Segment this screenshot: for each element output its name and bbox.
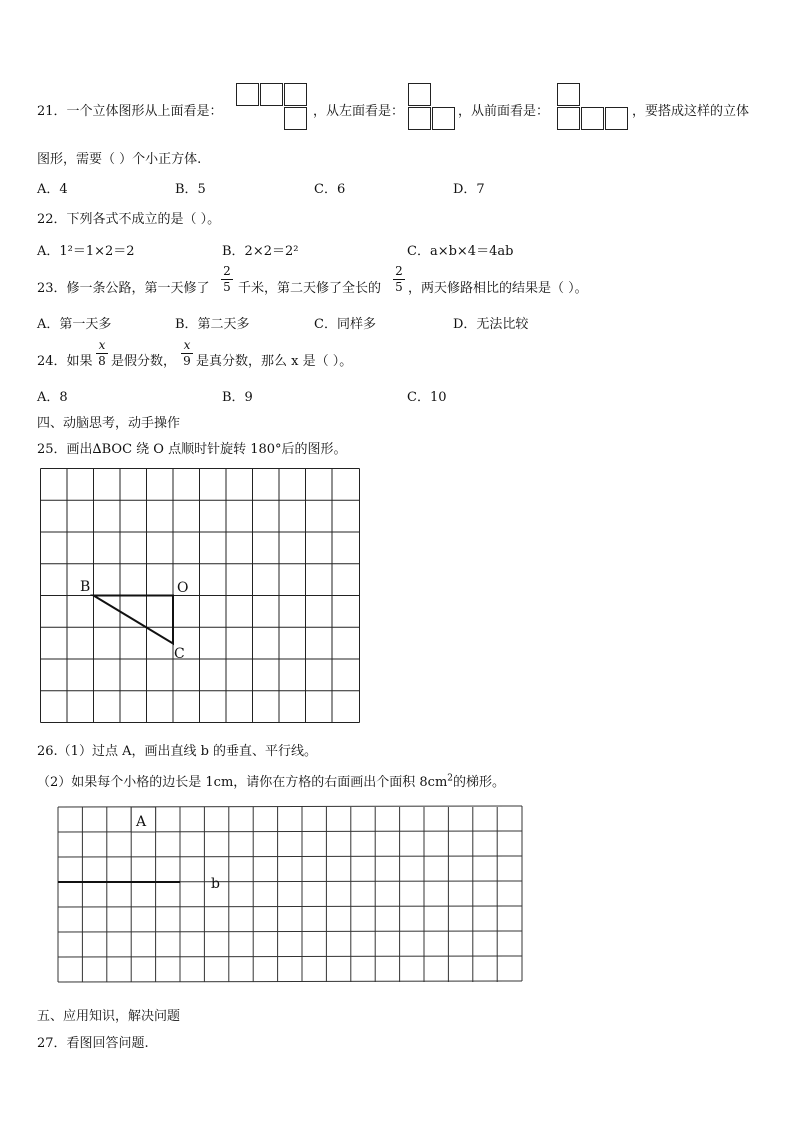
q21-line1-c: ，从前面看是： [458,104,550,119]
top-view-figure [236,83,308,131]
q25-text: 25．画出∆BOC 绕 O 点顺时针旋转 180°后的图形。 [37,442,347,457]
q21-line2: 图形，需要（ ）个小正方体. [37,152,202,167]
q24-option-c[interactable]: C．10 [407,390,447,405]
triangle-boc [94,596,174,644]
q27-text: 27．看图回答问题. [37,1036,149,1051]
q23-option-b[interactable]: B．第二天多 [175,317,250,332]
q21-line1-a: 21．一个立体图形从上面看是： [37,104,223,119]
q23-option-c[interactable]: C．同样多 [314,317,376,332]
q24-fraction1-den: 8 [98,354,106,368]
q23-fraction2-den: 5 [395,280,403,294]
q24-fraction2-num: x [183,338,191,352]
q24-part2: 是假分数， [111,354,177,369]
q24-option-a[interactable]: A．8 [37,390,68,405]
label-point-a: A [136,814,147,830]
q26-part1: 26.（1）过点 A，画出直线 b 的垂直、平行线。 [37,744,318,759]
q23-option-a[interactable]: A．第一天多 [37,317,112,332]
q23-fraction1-den: 5 [223,280,231,294]
q24-fraction2-den: 9 [183,354,191,368]
q21-line1-d: ，要搭成这样的立体 [632,104,750,119]
q23-option-d[interactable]: D．无法比较 [453,317,529,332]
q26-grid[interactable] [56,804,526,986]
label-point-b: B [80,579,91,595]
section4-heading: 四、动脑思考，动手操作 [37,416,181,431]
q26-part2 [37,771,505,790]
q24-fraction1 [96,339,108,368]
front-view-figure [557,83,629,131]
q26-part2-text: （2）如果每个小格的边长是 1cm，请你在方格的右面画出个面积 8cm [37,775,448,790]
q24-part3: 是真分数，那么 x 是（ ）。 [196,354,353,369]
q23-part2: 千米，第二天修了全长的 [238,281,382,296]
q23-fraction2-num: 2 [395,264,403,278]
q23-part3: ，两天修路相比的结果是（ ）。 [408,281,588,296]
q21-option-d[interactable]: D．7 [453,182,485,197]
q24-part1: 24．如果 [37,354,93,369]
q23-fraction1-num: 2 [223,264,231,278]
label-line-b: b [211,876,220,892]
q26-grid-lines [58,806,522,982]
q21-option-b[interactable]: B．5 [175,182,206,197]
q21-line1-b: ，从左面看是： [313,104,405,119]
q25-grid[interactable] [38,466,362,724]
q23-part1: 23．修一条公路，第一天修了 [37,281,210,296]
label-point-c: C [174,646,185,662]
q24-fraction1-num: x [98,338,106,352]
q22-option-c[interactable]: C．a×b×4＝4ab [407,244,514,259]
q26-part2-tail: 的梯形。 [453,775,506,790]
q21-option-a[interactable]: A．4 [37,182,68,197]
q23-fraction2 [393,265,405,294]
q26-part2-sup: 2 [447,773,454,784]
q22-option-a[interactable]: A．1²＝1×2＝2 [37,244,135,259]
q24-option-b[interactable]: B．9 [222,390,253,405]
q24-fraction2 [181,339,193,368]
q21-option-c[interactable]: C．6 [314,182,346,197]
left-view-figure [408,83,456,131]
label-point-o: O [177,580,189,596]
q22-text: 22．下列各式不成立的是（ ）。 [37,212,221,227]
section5-heading: 五、应用知识，解决问题 [37,1009,181,1024]
q23-fraction1 [221,265,233,294]
q22-option-b[interactable]: B．2×2＝2² [222,244,299,259]
q25-grid-lines [41,469,360,723]
